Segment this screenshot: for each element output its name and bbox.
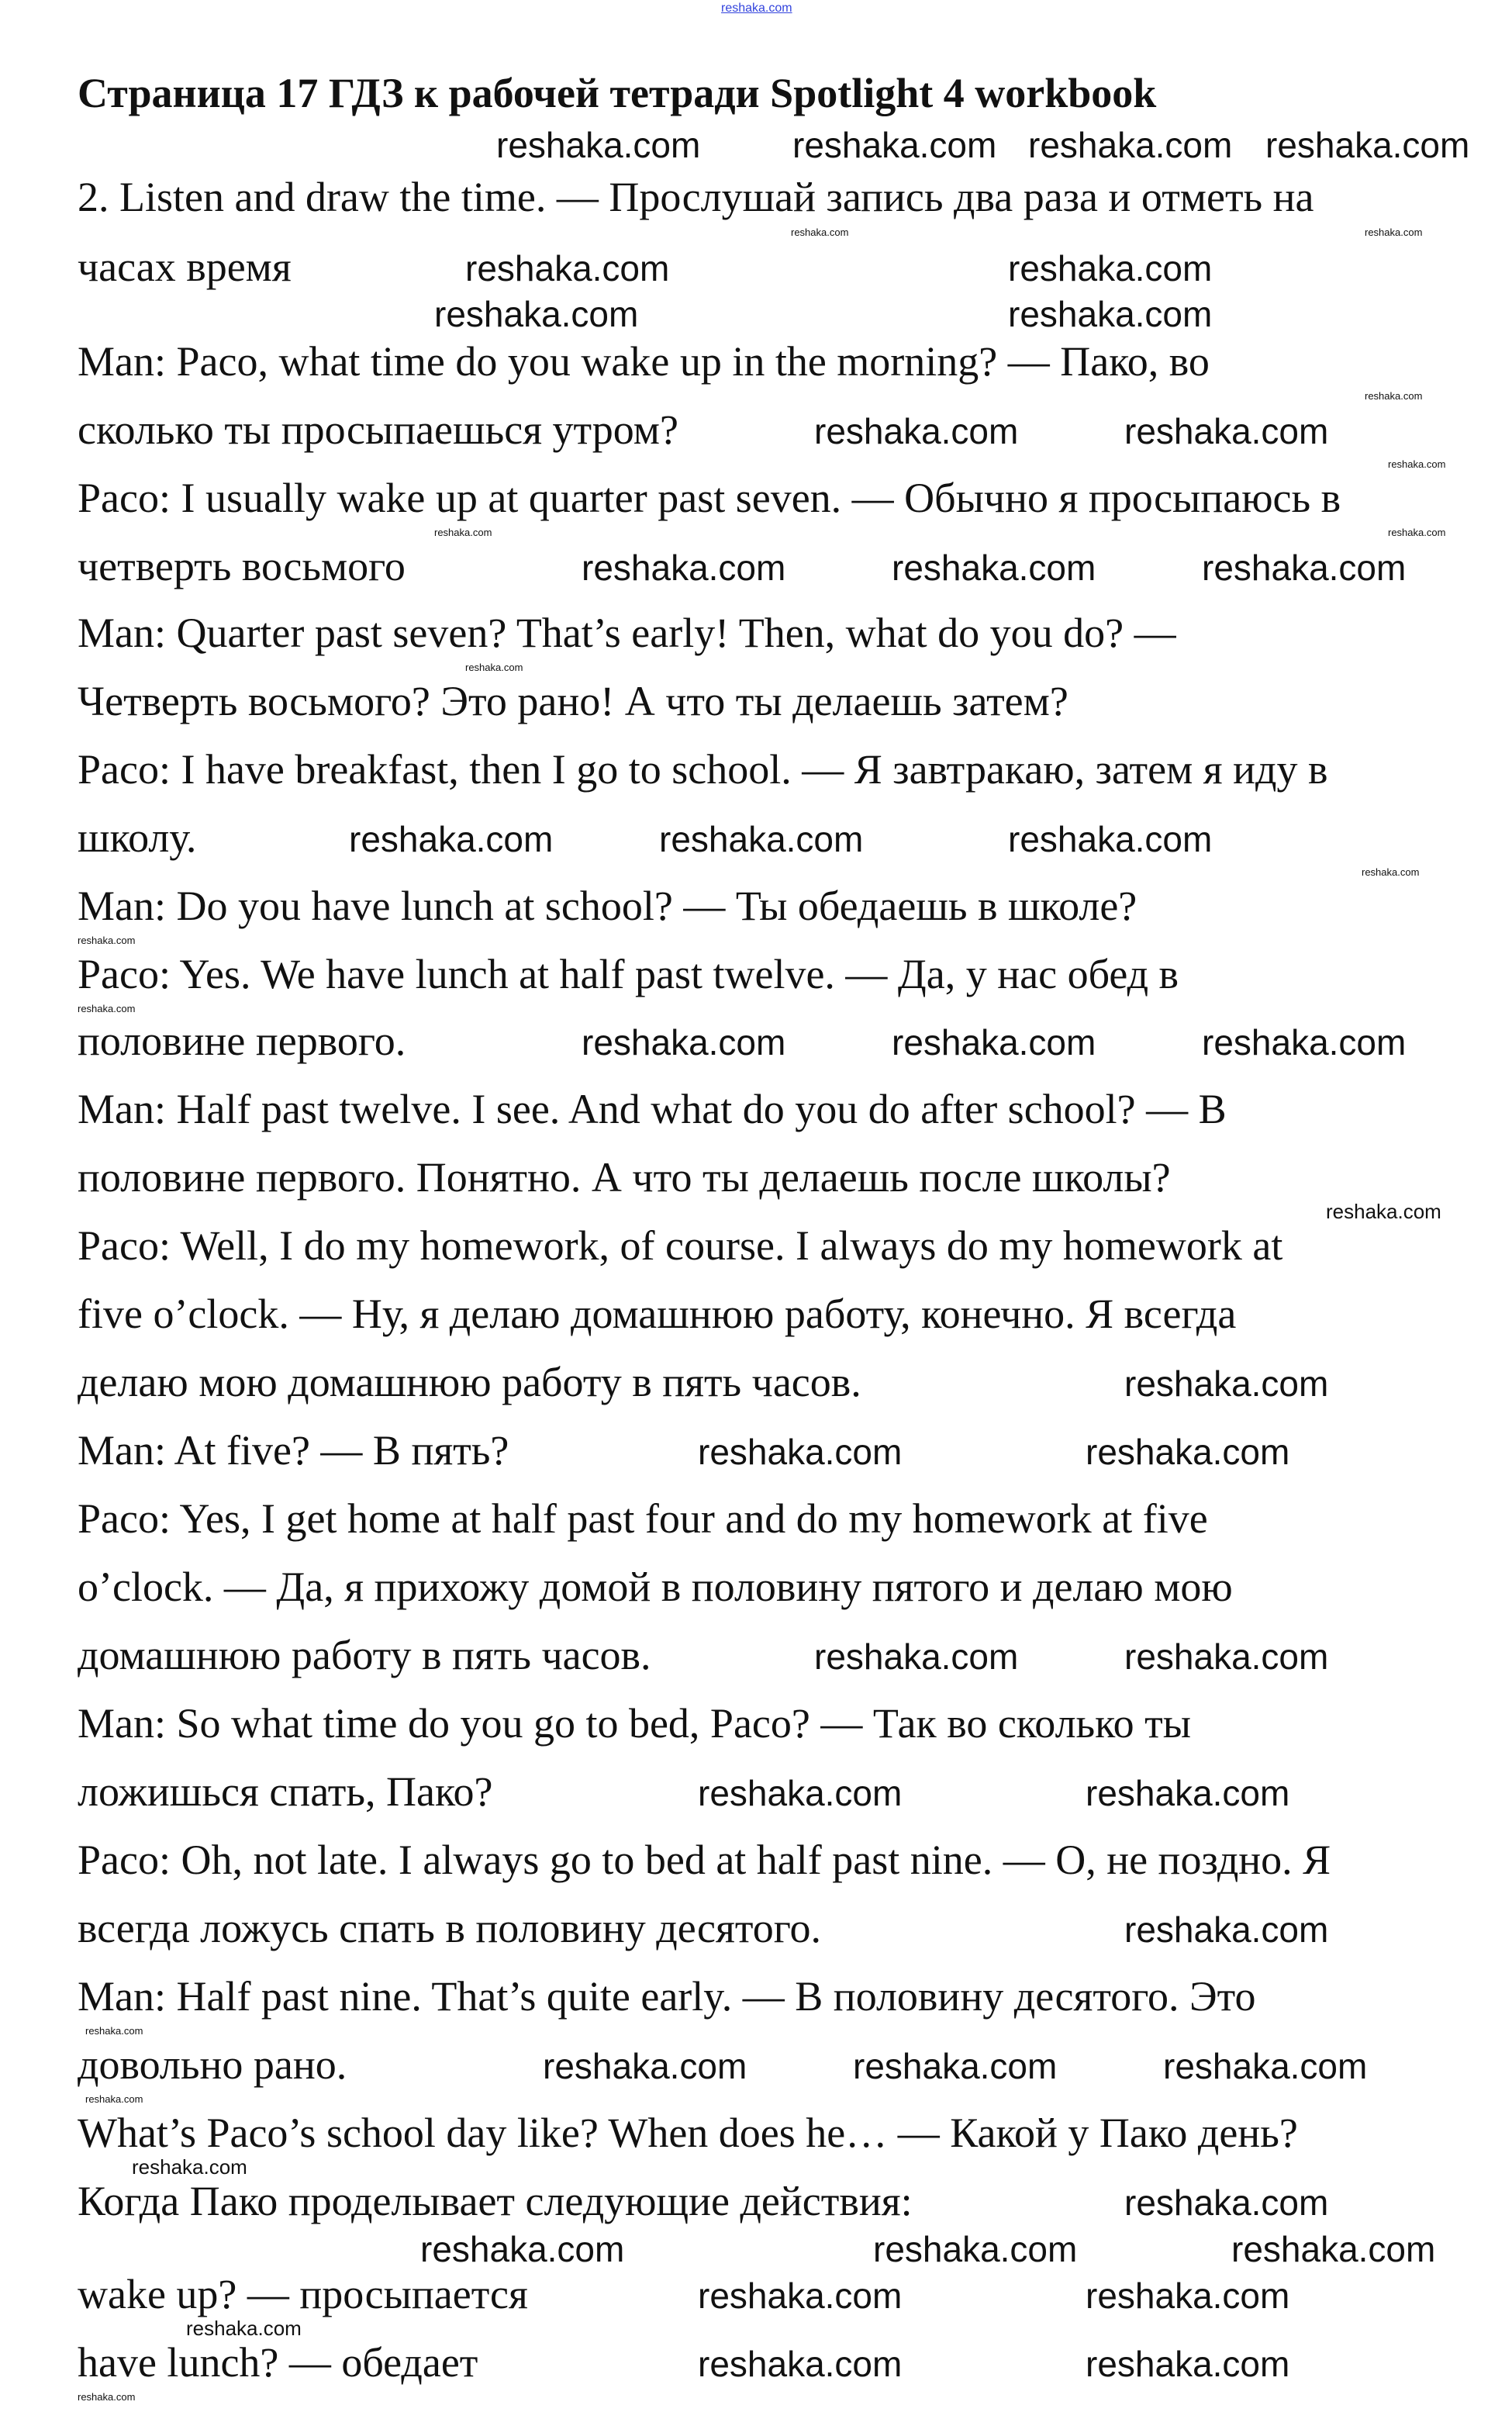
text-line: домашнюю работу в пять часов. <box>78 1632 651 1678</box>
watermark-text: reshaka.com <box>814 411 1019 451</box>
text-line: Man: Paco, what time do you wake up in the morning? — Пако, во <box>78 338 1210 385</box>
watermark-text: reshaka.com <box>186 2317 302 2340</box>
watermark-text: reshaka.com <box>792 125 997 165</box>
watermark-text: reshaka.com <box>434 294 639 334</box>
watermark-text: reshaka.com <box>698 1773 903 1813</box>
site-link[interactable]: reshaka.com <box>721 2 792 15</box>
watermark-text: reshaka.com <box>349 819 554 859</box>
text-line: Man: Half past nine. That’s quite early. — В половину десятого. Это <box>78 1973 1256 2020</box>
text-line: Paco: Well, I do my homework, of course. I always do my homework at <box>78 1222 1283 1269</box>
watermark-text: reshaka.com <box>1008 294 1213 334</box>
text-line: половине первого. <box>78 1018 406 1064</box>
watermark-text: reshaka.com <box>1124 1636 1329 1677</box>
watermark-text: reshaka.com <box>814 1636 1019 1677</box>
watermark-text: reshaka.com <box>1265 125 1470 165</box>
watermark-text: reshaka.com <box>659 819 864 859</box>
watermark-text: reshaka.com <box>1326 1200 1441 1223</box>
text-line: ложишься спать, Пако? <box>78 1768 493 1815</box>
watermark-text: reshaka.com <box>1202 1022 1407 1063</box>
text-line: five o’clock. — Ну, я делаю домашнюю работу, конечно. Я всегда <box>78 1291 1237 1337</box>
text-line: wake up? — просыпается <box>78 2271 528 2317</box>
watermark-text: reshaka.com <box>1124 1363 1329 1404</box>
text-line: сколько ты просыпаешься утром? <box>78 406 678 453</box>
text-line: школу. <box>78 814 197 861</box>
text-line: Man: Do you have lunch at school? — Ты обедаешь в школе? <box>78 883 1137 929</box>
text-line: Man: Half past twelve. I see. And what do you do after school? — В <box>78 1086 1227 1132</box>
text-line: Man: Quarter past seven? That’s early! Then, what do you do? — <box>78 610 1176 656</box>
watermark-text: reshaka.com <box>892 548 1096 588</box>
watermark-text: reshaka.com <box>496 125 701 165</box>
watermark-text: reshaka.com <box>132 2155 247 2179</box>
text-line: Четверть восьмого? Это рано! А что ты делаешь затем? <box>78 678 1068 724</box>
watermark-text: reshaka.com <box>1124 411 1329 451</box>
watermark-text: reshaka.com <box>85 2024 143 2037</box>
watermark-text: reshaka.com <box>78 934 136 946</box>
watermark-text: reshaka.com <box>434 526 492 538</box>
watermark-text: reshaka.com <box>1124 1909 1329 1950</box>
text-line: делаю мою домашнюю работу в пять часов. <box>78 1359 861 1405</box>
watermark-text: reshaka.com <box>1086 1432 1290 1472</box>
watermark-text: reshaka.com <box>465 248 670 289</box>
text-line: Paco: I have breakfast, then I go to school. — Я завтракаю, затем я иду в <box>78 746 1328 793</box>
watermark-text: reshaka.com <box>543 2046 747 2086</box>
text-line: довольно рано. <box>78 2041 347 2088</box>
text-line: всегда ложусь спать в половину десятого. <box>78 1905 822 1951</box>
watermark-text: reshaka.com <box>1124 2182 1329 2223</box>
text-line: Man: So what time do you go to bed, Paco? — Так во сколько ты <box>78 1700 1192 1747</box>
watermark-text: reshaka.com <box>853 2046 1058 2086</box>
watermark-text: reshaka.com <box>791 226 849 238</box>
watermark-text: reshaka.com <box>582 1022 786 1063</box>
text-line: половине первого. Понятно. А что ты делаешь после школы? <box>78 1154 1171 1201</box>
text-line: часах время <box>78 244 292 290</box>
watermark-text: reshaka.com <box>78 1002 136 1014</box>
watermark-text: reshaka.com <box>1086 1773 1290 1813</box>
watermark-text: reshaka.com <box>1365 389 1423 402</box>
watermark-text: reshaka.com <box>1365 226 1423 238</box>
watermark-text: reshaka.com <box>1028 125 1233 165</box>
text-line: Man: At five? — В пять? <box>78 1427 509 1474</box>
watermark-text: reshaka.com <box>1388 526 1446 538</box>
text-line: o’clock. — Да, я прихожу домой в половину пятого и делаю мою <box>78 1564 1233 1610</box>
watermark-text: reshaka.com <box>698 1432 903 1472</box>
watermark-text: reshaka.com <box>85 2092 143 2105</box>
watermark-text: reshaka.com <box>420 2229 625 2269</box>
watermark-text: reshaka.com <box>1008 248 1213 289</box>
watermark-text: reshaka.com <box>1086 2276 1290 2316</box>
watermark-text: reshaka.com <box>1362 866 1420 878</box>
watermark-text: reshaka.com <box>698 2344 903 2384</box>
watermark-text: reshaka.com <box>582 548 786 588</box>
watermark-text: reshaka.com <box>698 2276 903 2316</box>
watermark-text: reshaka.com <box>465 661 523 673</box>
text-line: What’s Paco’s school day like? When does he… — Какой у Пако день? <box>78 2110 1298 2156</box>
text-line: Paco: Oh, not late. I always go to bed at half past nine. — О, не поздно. Я <box>78 1837 1331 1883</box>
watermark-text: reshaka.com <box>1388 458 1446 470</box>
text-line: Paco: I usually wake up at quarter past seven. — Обычно я просыпаюсь в <box>78 475 1341 521</box>
text-line: have lunch? — обедает <box>78 2339 478 2386</box>
text-line: Когда Пако проделывает следующие действия: <box>78 2178 913 2224</box>
watermark-text: reshaka.com <box>78 2390 136 2403</box>
page-title: Страница 17 ГДЗ к рабочей тетради Spotlight 4 workbook <box>78 70 1157 116</box>
watermark-text: reshaka.com <box>1231 2229 1436 2269</box>
watermark-text: reshaka.com <box>1202 548 1407 588</box>
watermark-text: reshaka.com <box>892 1022 1096 1063</box>
watermark-text: reshaka.com <box>1163 2046 1368 2086</box>
watermark-text: reshaka.com <box>1008 819 1213 859</box>
text-line: 2. Listen and draw the time. — Прослушай запись два раза и отметь на <box>78 174 1314 220</box>
text-line: четверть восьмого <box>78 543 406 589</box>
watermark-text: reshaka.com <box>873 2229 1078 2269</box>
text-line: Paco: Yes. We have lunch at half past twelve. — Да, у нас обед в <box>78 951 1179 997</box>
watermark-text: reshaka.com <box>1086 2344 1290 2384</box>
text-line: Paco: Yes, I get home at half past four and do my homework at five <box>78 1495 1208 1542</box>
